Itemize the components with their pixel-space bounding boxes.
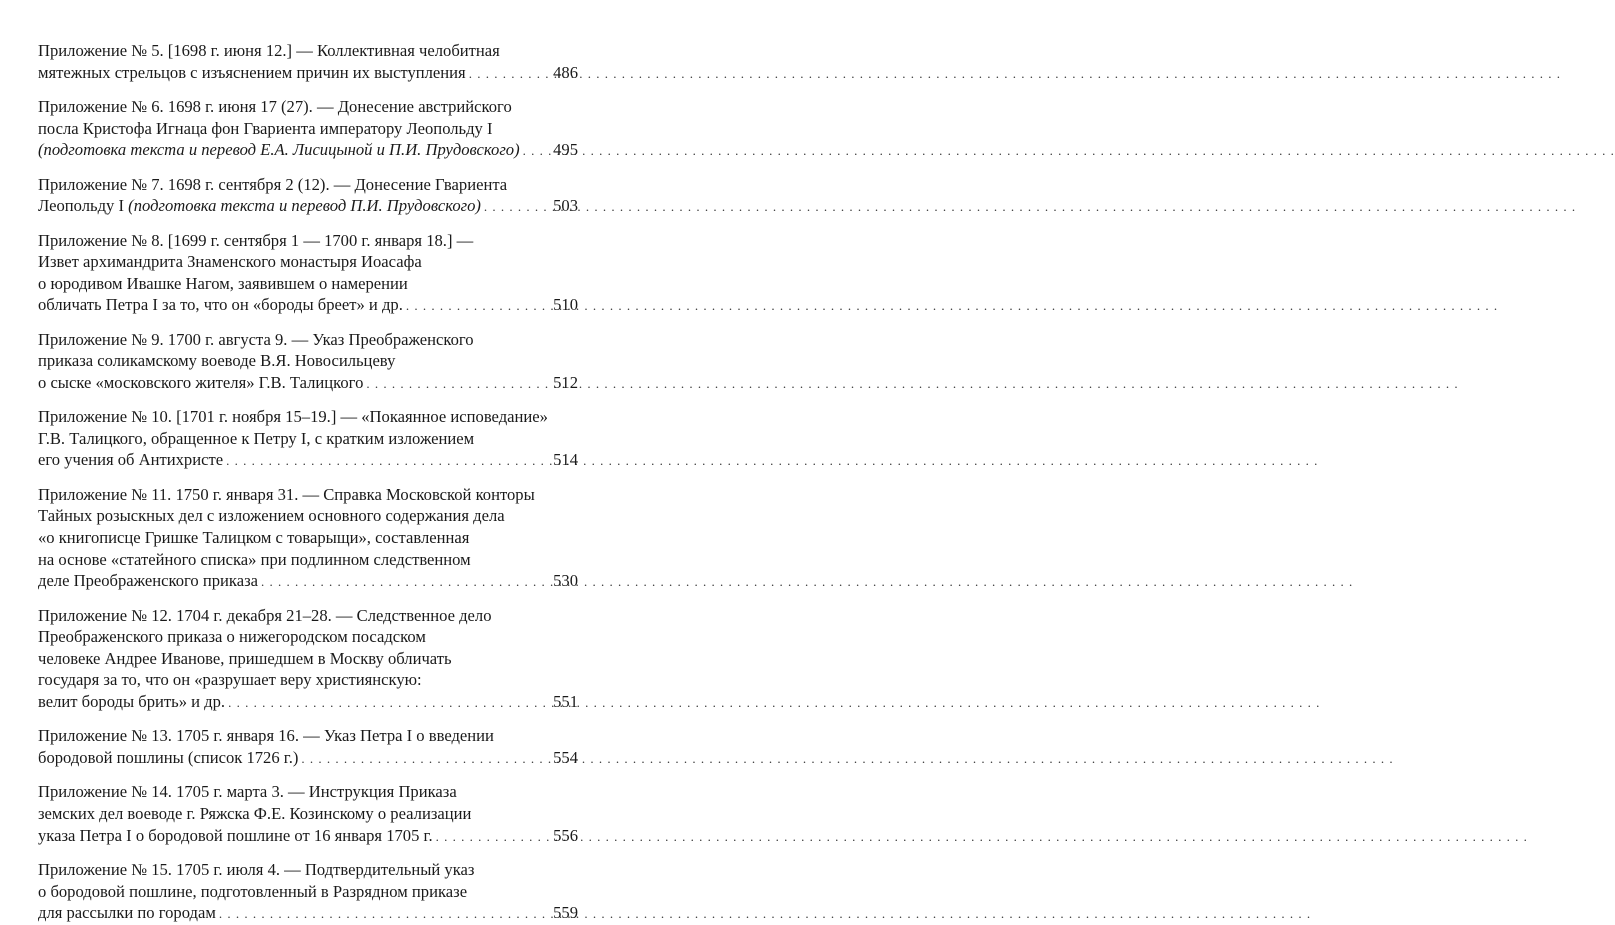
toc-entry-title-end: указа Петра I о бородовой пошлине от 16 января 1705 г. bbox=[38, 825, 433, 845]
toc-entry-line: Приложение № 14. 1705 г. марта 3. — Инструкция Приказа bbox=[38, 782, 457, 802]
page-number[interactable]: 559 bbox=[553, 903, 578, 923]
toc-entry-line: Приложение № 12. 1704 г. декабря 21–28. — Следственное дело bbox=[38, 605, 492, 625]
toc-entry[interactable] bbox=[38, 329, 578, 395]
toc-entry-last-line bbox=[38, 139, 578, 162]
toc-entry-title-end: деле Преображенского приказа bbox=[38, 571, 259, 591]
toc-entry-line: на основе «статейного списка» при подлинном следственном bbox=[38, 549, 471, 569]
page-number[interactable]: 512 bbox=[553, 372, 578, 392]
toc-entry-last-line bbox=[38, 902, 578, 925]
toc-entry[interactable] bbox=[38, 605, 578, 714]
toc-entry[interactable] bbox=[38, 406, 578, 472]
toc-entry-title-prefix: Леопольду I bbox=[38, 196, 129, 216]
toc-entry-line: Приложение № 13. 1705 г. января 16. — Указ Петра I о введении bbox=[38, 726, 494, 746]
dot-leader bbox=[436, 825, 550, 848]
dot-leader bbox=[261, 570, 550, 593]
toc-entry-line: Приложение № 8. [1699 г. сентября 1 — 1700 г. января 18.] — bbox=[38, 230, 474, 250]
toc-entry-last-line bbox=[38, 747, 578, 770]
page-number[interactable]: 554 bbox=[553, 748, 578, 767]
toc-entry-line: Приложение № 11. 1750 г. января 31. — Справка Московской конторы bbox=[38, 484, 535, 504]
toc-entry-line: Приложение № 5. [1698 г. июня 12.] — Коллективная челобитная bbox=[38, 41, 500, 60]
toc-entry-last-line bbox=[38, 62, 578, 85]
toc-entry[interactable] bbox=[38, 96, 578, 162]
toc-entry-line: Приложение № 6. 1698 г. июня 17 (27). — Донесение австрийского bbox=[38, 96, 512, 116]
toc-entry-line: земских дел воеводе г. Ряжска Ф.Е. Козинскому о реализации bbox=[38, 803, 472, 823]
toc-entry[interactable] bbox=[38, 40, 578, 84]
toc-entry-line: Преображенского приказа о нижегородском посадском bbox=[38, 627, 426, 647]
dot-leader bbox=[469, 62, 550, 85]
toc-entry-line: Приложение № 9. 1700 г. августа 9. — Указ Преображенского bbox=[38, 329, 474, 349]
dot-leader bbox=[219, 902, 550, 925]
toc-entry-title-end: о сыске «московского жителя» Г.В. Талицкого bbox=[38, 372, 364, 392]
toc-entry-line: человеке Андрее Иванове, пришедшем в Москву обличать bbox=[38, 648, 452, 668]
toc-entry-last-line bbox=[38, 825, 578, 848]
toc-entry-editor-note: (подготовка текста и перевод Е.А. Лисицыной и П.И. Прудовского) bbox=[38, 140, 520, 160]
table-of-contents bbox=[38, 40, 578, 925]
page-number[interactable]: 551 bbox=[553, 692, 578, 712]
toc-entry-line: «о книгописце Гришке Талицком с товарыщи», составленная bbox=[38, 528, 470, 548]
toc-entry[interactable] bbox=[38, 781, 578, 847]
page-number[interactable]: 486 bbox=[553, 62, 578, 82]
toc-entry-title-end bbox=[38, 195, 481, 217]
toc-entry[interactable] bbox=[38, 230, 578, 317]
dot-leader bbox=[523, 139, 550, 162]
toc-entry-title-end: мятежных стрельцов с изъяснением причин их выступления bbox=[38, 62, 466, 82]
toc-entry-line: Приложение № 15. 1705 г. июля 4. — Подтвердительный указ bbox=[38, 859, 475, 879]
toc-entry-title-end: бородовой пошлины (список 1726 г.) bbox=[38, 748, 299, 767]
toc-entry-line: о бородовой пошлине, подготовленный в Разрядном приказе bbox=[38, 881, 468, 901]
toc-entry-title-end: для рассылки по городам bbox=[38, 903, 216, 923]
toc-entry-line: Тайных розыскных дел с изложением основного содержания дела bbox=[38, 506, 505, 526]
toc-entry[interactable] bbox=[38, 725, 578, 769]
dot-leader bbox=[228, 691, 550, 714]
dot-leader bbox=[301, 747, 550, 770]
dot-leader bbox=[366, 372, 550, 395]
page-number[interactable]: 503 bbox=[553, 196, 578, 216]
toc-entry-line: Г.В. Талицкого, обращенное к Петру I, с кратким изложением bbox=[38, 428, 475, 448]
toc-entry-title-end bbox=[38, 139, 520, 161]
toc-entry[interactable] bbox=[38, 859, 578, 925]
dot-leader bbox=[484, 195, 550, 218]
toc-entry-last-line bbox=[38, 372, 578, 395]
page-number[interactable]: 530 bbox=[553, 571, 578, 591]
toc-entry-last-line bbox=[38, 195, 578, 218]
toc-entry-last-line bbox=[38, 570, 578, 593]
dot-leader bbox=[226, 449, 550, 472]
toc-entry-line: посла Кристофа Игнаца фон Гвариента императору Леопольду I bbox=[38, 118, 493, 138]
toc-entry-last-line bbox=[38, 294, 578, 317]
toc-entry-title-end: велит бороды брить» и др. bbox=[38, 692, 226, 712]
toc-entry-line: государя за то, что он «разрушает веру християнскую: bbox=[38, 670, 422, 690]
toc-entry-title-end: обличать Петра I за то, что он «бороды бреет» и др. bbox=[38, 295, 403, 315]
page-number[interactable]: 510 bbox=[553, 295, 578, 315]
page-number[interactable]: 495 bbox=[553, 140, 578, 160]
toc-entry-line: Приложение № 10. [1701 г. ноября 15–19.] — «Покаянное исповедание» bbox=[38, 407, 548, 427]
toc-entry-line: о юродивом Ивашке Нагом, заявившем о намерении bbox=[38, 273, 408, 293]
toc-entry[interactable] bbox=[38, 484, 578, 593]
toc-entry-last-line bbox=[38, 449, 578, 472]
toc-entry-last-line bbox=[38, 691, 578, 714]
page-number[interactable]: 556 bbox=[553, 825, 578, 845]
toc-entry-line: Извет архимандрита Знаменского монастыря Иоасафа bbox=[38, 252, 422, 272]
dot-leader bbox=[406, 294, 550, 317]
toc-entry-line: приказа соликамскому воеводе В.Я. Новосильцеву bbox=[38, 351, 396, 371]
toc-entry-title-end: его учения об Антихристе bbox=[38, 450, 224, 470]
toc-entry-editor-note: (подготовка текста и перевод П.И. Прудовского) bbox=[128, 196, 481, 216]
toc-entry-line: Приложение № 7. 1698 г. сентября 2 (12). — Донесение Гвариента bbox=[38, 174, 508, 194]
toc-entry[interactable] bbox=[38, 174, 578, 218]
page-number[interactable]: 514 bbox=[553, 450, 578, 470]
